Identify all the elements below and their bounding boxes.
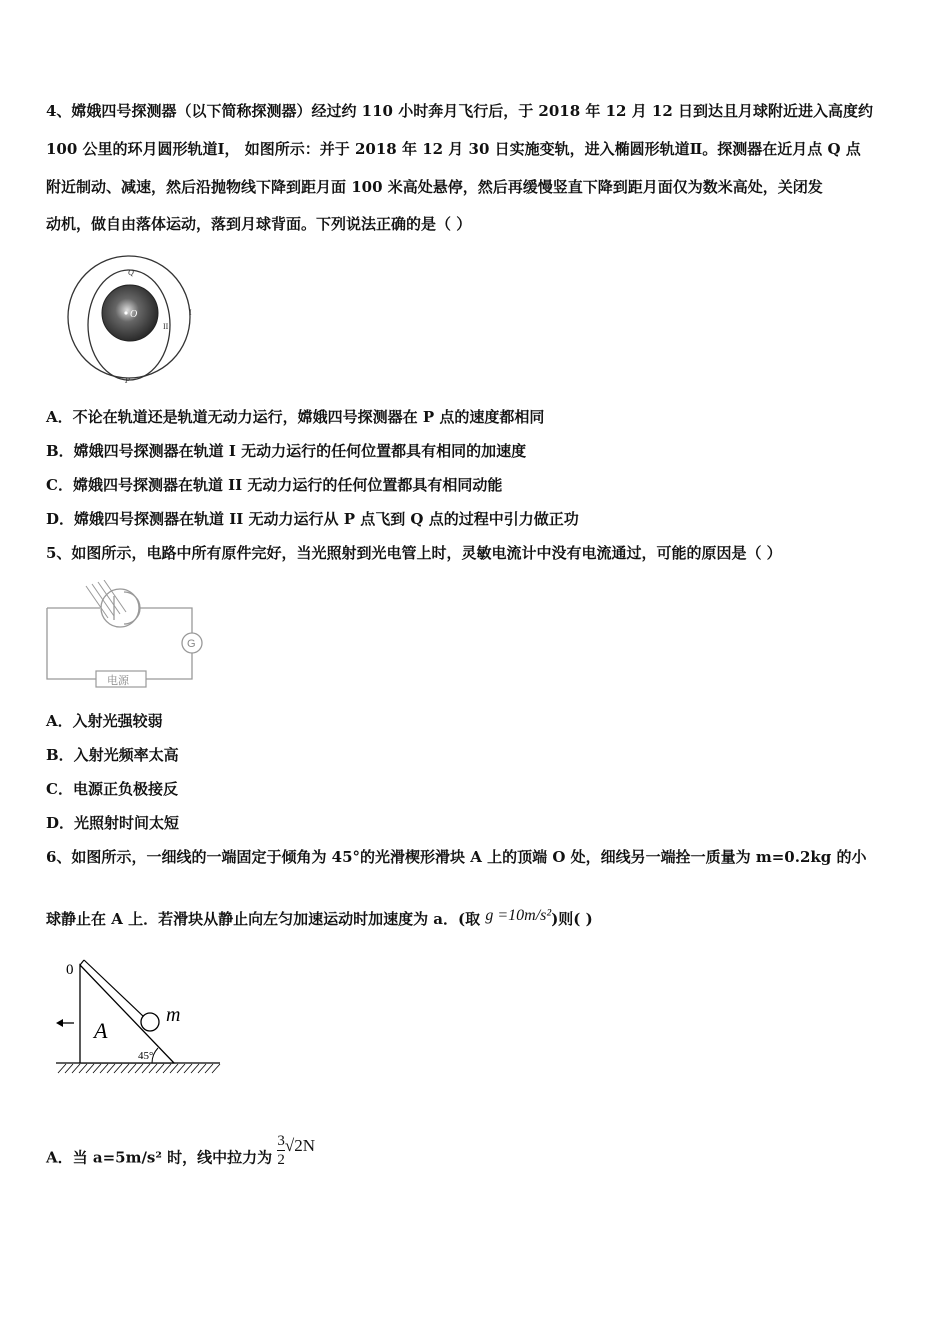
label-o: O xyxy=(130,309,138,320)
q4-text-line-3: 附近制动、减速，然后沿抛物线下降到距月面 100 米高处悬停，然后再缓慢竖直下降到距月面仅为数米高处，关闭发 xyxy=(46,178,823,196)
label-m: m xyxy=(166,1004,181,1026)
q5-text-line-1: 5、如图所示，电路中所有原件完好，当光照射到光电管上时，灵敏电流计中没有电流通过，可能的原因是（ ） xyxy=(46,544,782,562)
q6-text-line-2-post: )则( ) xyxy=(551,910,593,928)
label-i: I xyxy=(189,308,192,317)
q6-option-a-text: A．当 a=5m/s² 时，线中拉力为 xyxy=(46,1148,278,1167)
label-source: 电源 xyxy=(107,674,129,687)
q5-option-b[interactable]: B．入射光频率太高 xyxy=(46,746,179,764)
label-angle: 45° xyxy=(138,1050,154,1062)
q4-option-c[interactable]: C．嫦娥四号探测器在轨道 II 无动力运行的任何位置都具有相同动能 xyxy=(46,476,503,494)
q6-text-line-1: 6、如图所示，一细线的一端固定于倾角为 45°的光滑楔形滑块 A 上的顶端 O 处，细线另一端拴一质量为 m=0.2kg 的小 xyxy=(46,848,867,866)
fraction-numerator: 3 xyxy=(277,1133,285,1149)
label-a: A xyxy=(94,1018,108,1043)
ball-m xyxy=(141,1013,159,1031)
q4-option-b[interactable]: B．嫦娥四号探测器在轨道 I 无动力运行的任何位置都具有相同的加速度 xyxy=(46,442,527,460)
q6-option-a-math: √2N xyxy=(284,1135,316,1155)
q4-orbit-diagram xyxy=(60,253,200,388)
q4-option-d[interactable]: D．嫦娥四号探测器在轨道 II 无动力运行从 P 点飞到 Q 点的过程中引力做正功 xyxy=(46,510,579,528)
q6-text-line-2 xyxy=(46,909,593,930)
label-q: Q xyxy=(128,268,134,277)
ground-hatching xyxy=(58,1064,220,1073)
q5-option-c[interactable]: C．电源正负极接反 xyxy=(46,780,178,798)
wedge-a xyxy=(80,965,174,1063)
q5-circuit-diagram xyxy=(44,580,209,692)
fraction xyxy=(277,1132,285,1169)
label-o: 0 xyxy=(66,962,74,978)
q6-text-line-2-pre: 球静止在 A 上．若滑块从静止向左匀加速运动时加速度为 a．(取 xyxy=(46,910,486,928)
label-ii: II xyxy=(163,322,169,331)
q4-text-line-2: 100 公里的环月圆形轨道Ⅰ， 如图所示：并于 2018 年 12 月 30 日实施变轨，进入椭圆形轨道Ⅱ。探测器在近月点 Q 点 xyxy=(46,140,861,158)
q6-wedge-diagram xyxy=(54,955,224,1080)
label-g: G xyxy=(187,638,196,650)
moon-center-point xyxy=(124,311,127,314)
q6-gravity-formula: g =10m/s² xyxy=(485,907,552,924)
q4-text-line-4: 动机，做自由落体运动，落到月球背面。下列说法正确的是（ ） xyxy=(46,215,472,233)
q4-option-a[interactable]: A．不论在轨道还是轨道无动力运行，嫦娥四号探测器在 P 点的速度都相同 xyxy=(46,408,545,426)
q5-option-a[interactable]: A．入射光强较弱 xyxy=(46,712,163,730)
q4-text-line-1: 4、嫦娥四号探测器（以下简称探测器）经过约 110 小时奔月飞行后，于 2018 年 12 月 12 日到达且月球附近进入高度约 xyxy=(46,102,874,120)
q5-option-d[interactable]: D．光照射时间太短 xyxy=(46,814,180,832)
label-p: P xyxy=(125,376,130,385)
q6-option-a[interactable] xyxy=(46,1133,316,1177)
fraction-denominator: 2 xyxy=(277,1152,285,1168)
